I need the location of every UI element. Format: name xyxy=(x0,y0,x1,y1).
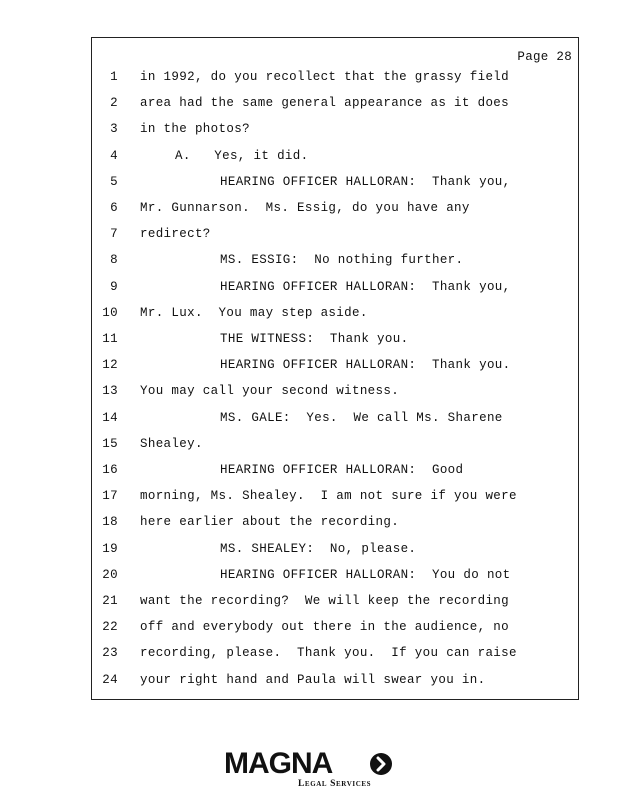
line-number: 6 xyxy=(110,201,118,215)
line-number: 5 xyxy=(110,174,118,189)
line-number: 21 xyxy=(102,594,118,608)
line-number: 3 xyxy=(110,122,118,137)
line-number: 14 xyxy=(102,410,118,425)
transcript-line xyxy=(92,96,578,116)
line-number: 17 xyxy=(102,489,118,504)
transcript-line xyxy=(92,358,578,378)
line-number: 24 xyxy=(102,672,118,687)
transcript-line xyxy=(92,70,578,90)
line-number: 13 xyxy=(102,384,118,399)
transcript-line xyxy=(92,463,578,483)
line-text: off and everybody out there in the audience, no xyxy=(140,620,510,635)
line-text: Mr. Lux. You may step aside. xyxy=(140,305,368,320)
line-text: A. Yes, it did. xyxy=(175,148,309,163)
line-text: HEARING OFFICER HALLORAN: Thank you, xyxy=(220,279,511,294)
line-number: 11 xyxy=(102,332,118,346)
transcript-line xyxy=(92,594,578,614)
transcript-line xyxy=(92,122,578,142)
line-number: 18 xyxy=(102,515,118,530)
line-text: MS. SHEALEY: No, please. xyxy=(220,541,417,556)
transcript-line xyxy=(92,227,578,247)
transcript-line xyxy=(92,568,578,588)
line-text: HEARING OFFICER HALLORAN: Good xyxy=(220,463,464,477)
chevron-right-circle-icon xyxy=(370,753,392,775)
line-text: You may call your second witness. xyxy=(140,384,400,399)
line-number: 22 xyxy=(102,620,118,635)
line-number: 9 xyxy=(110,279,118,294)
line-number: 16 xyxy=(102,463,118,477)
line-text: area had the same general appearance as it does xyxy=(140,96,510,111)
line-number: 12 xyxy=(102,358,118,373)
transcript-line xyxy=(92,280,578,300)
line-text: morning, Ms. Shealey. I am not sure if you were xyxy=(140,489,517,504)
line-text: HEARING OFFICER HALLORAN: Thank you. xyxy=(220,358,511,373)
line-number: 19 xyxy=(102,541,118,556)
transcript-line xyxy=(92,384,578,404)
transcript-line xyxy=(92,149,578,169)
line-number: 23 xyxy=(102,646,118,661)
transcript-line xyxy=(92,646,578,666)
transcript-line xyxy=(92,201,578,221)
line-text: MS. GALE: Yes. We call Ms. Sharene xyxy=(220,410,503,425)
transcript-line xyxy=(92,411,578,431)
line-text: recording, please. Thank you. If you can raise xyxy=(140,646,517,661)
line-text: here earlier about the recording. xyxy=(140,515,400,530)
line-text: in the photos? xyxy=(140,122,250,137)
line-number: 1 xyxy=(110,70,118,84)
line-text: HEARING OFFICER HALLORAN: Thank you, xyxy=(220,174,511,189)
transcript-line xyxy=(92,515,578,535)
line-number: 7 xyxy=(110,227,118,242)
transcript-line xyxy=(92,306,578,326)
transcript-line xyxy=(92,673,578,693)
line-text: your right hand and Paula will swear you in. xyxy=(140,672,486,687)
line-text: want the recording? We will keep the recording xyxy=(140,594,510,608)
line-number: 2 xyxy=(110,96,118,111)
line-number: 10 xyxy=(102,305,118,320)
line-number: 4 xyxy=(110,148,118,163)
line-number: 8 xyxy=(110,253,118,268)
line-text: MS. ESSIG: No nothing further. xyxy=(220,253,464,268)
line-number: 15 xyxy=(102,436,118,451)
line-text: Shealey. xyxy=(140,436,203,451)
magna-logo xyxy=(224,748,404,796)
transcript-line xyxy=(92,175,578,195)
transcript-line xyxy=(92,253,578,273)
line-text: in 1992, do you recollect that the grassy field xyxy=(140,70,510,84)
transcript-line xyxy=(92,332,578,352)
transcript-line xyxy=(92,437,578,457)
line-text: Mr. Gunnarson. Ms. Essig, do you have any xyxy=(140,201,470,215)
line-text: THE WITNESS: Thank you. xyxy=(220,332,409,346)
logo-wordmark: MAGNA xyxy=(224,747,333,780)
transcript-line xyxy=(92,489,578,509)
line-text: redirect? xyxy=(140,227,211,242)
transcript-line xyxy=(92,620,578,640)
transcript-page xyxy=(91,37,579,700)
line-text: HEARING OFFICER HALLORAN: You do not xyxy=(220,567,511,582)
line-number: 20 xyxy=(102,567,118,582)
page-number: Page 28 xyxy=(517,50,572,64)
transcript-line xyxy=(92,542,578,562)
logo-subtitle: Legal Services xyxy=(298,779,372,789)
